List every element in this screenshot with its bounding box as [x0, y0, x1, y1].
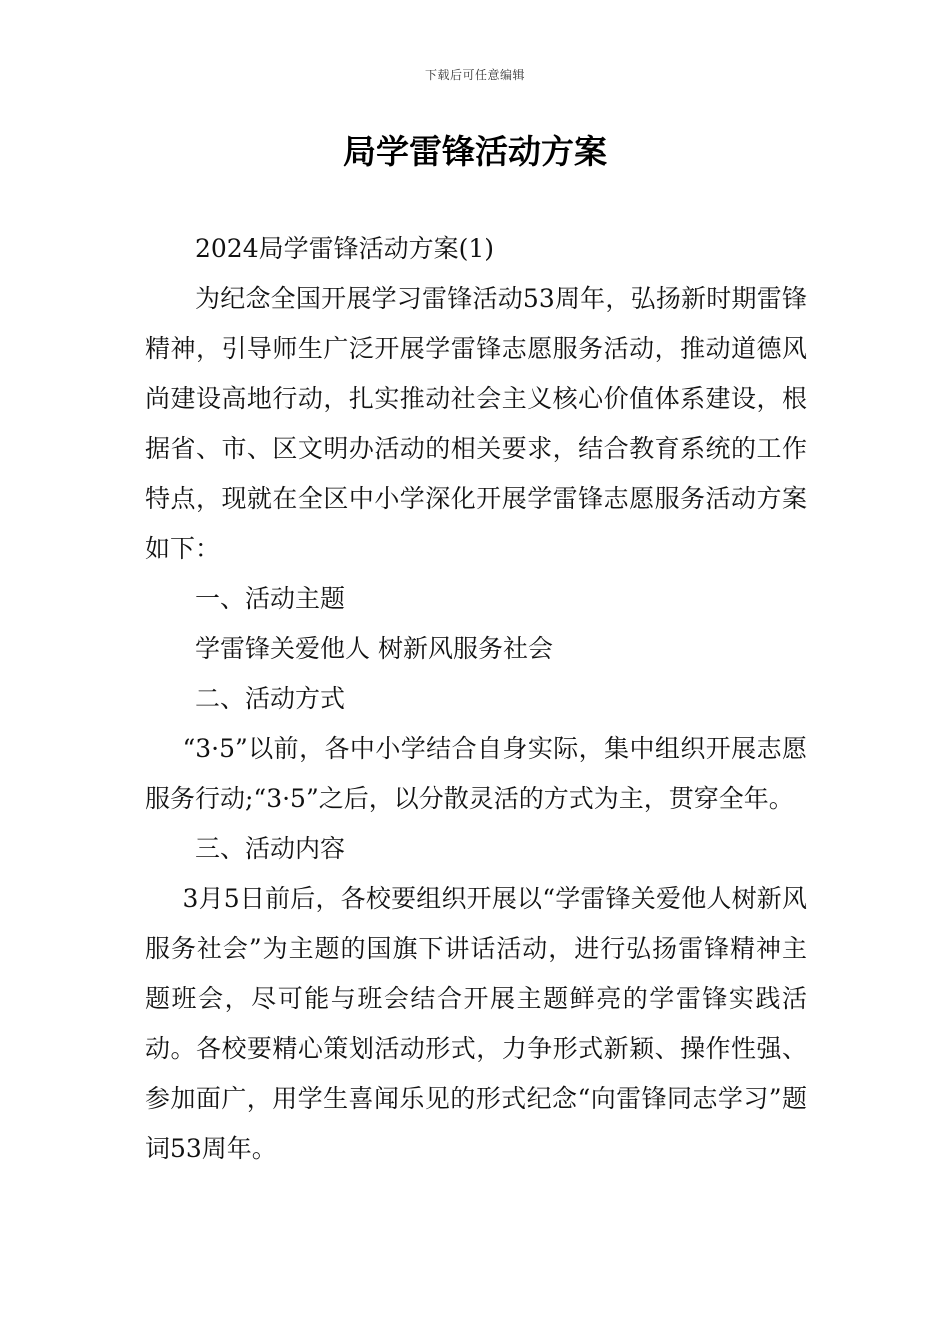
- header-note: 下载后可任意编辑: [424, 68, 525, 82]
- document-title: 局学雷锋活动方案: [343, 132, 607, 171]
- heading-content: 三、活动内容: [195, 834, 346, 863]
- theme-text: 学雷锋关爱他人 树新风服务社会: [195, 634, 553, 663]
- method-paragraph: “3·5”以前，各中小学结合自身实际，集中组织开展志愿服务行动;“3·5”之后，以分散灵活的方式为主，贯穿全年。: [145, 734, 807, 813]
- section-subtitle: 2024局学雷锋活动方案(1): [195, 234, 495, 263]
- document-body: [145, 224, 807, 1174]
- content-paragraph: 3月5日前后，各校要组织开展以“学雷锋关爱他人树新风服务社会”为主题的国旗下讲话活动，进行弘扬雷锋精神主题班会，尽可能与班会结合开展主题鲜亮的学雷锋实践活动。各校要精心策划活动形式，力争形式新颖、操作性强、参加面广，用学生喜闻乐见的形式纪念“向雷锋同志学习”题词53周年。: [145, 884, 807, 1163]
- heading-theme: 一、活动主题: [195, 584, 346, 613]
- heading-method: 二、活动方式: [195, 684, 346, 713]
- intro-paragraph: 为纪念全国开展学习雷锋活动53周年，弘扬新时期雷锋精神，引导师生广泛开展学雷锋志愿服务活动，推动道德风尚建设高地行动，扎实推动社会主义核心价值体系建设，根据省、市、区文明办活动的相关要求，结合教育系统的工作特点，现就在全区中小学深化开展学雷锋志愿服务活动方案如下：: [145, 284, 807, 563]
